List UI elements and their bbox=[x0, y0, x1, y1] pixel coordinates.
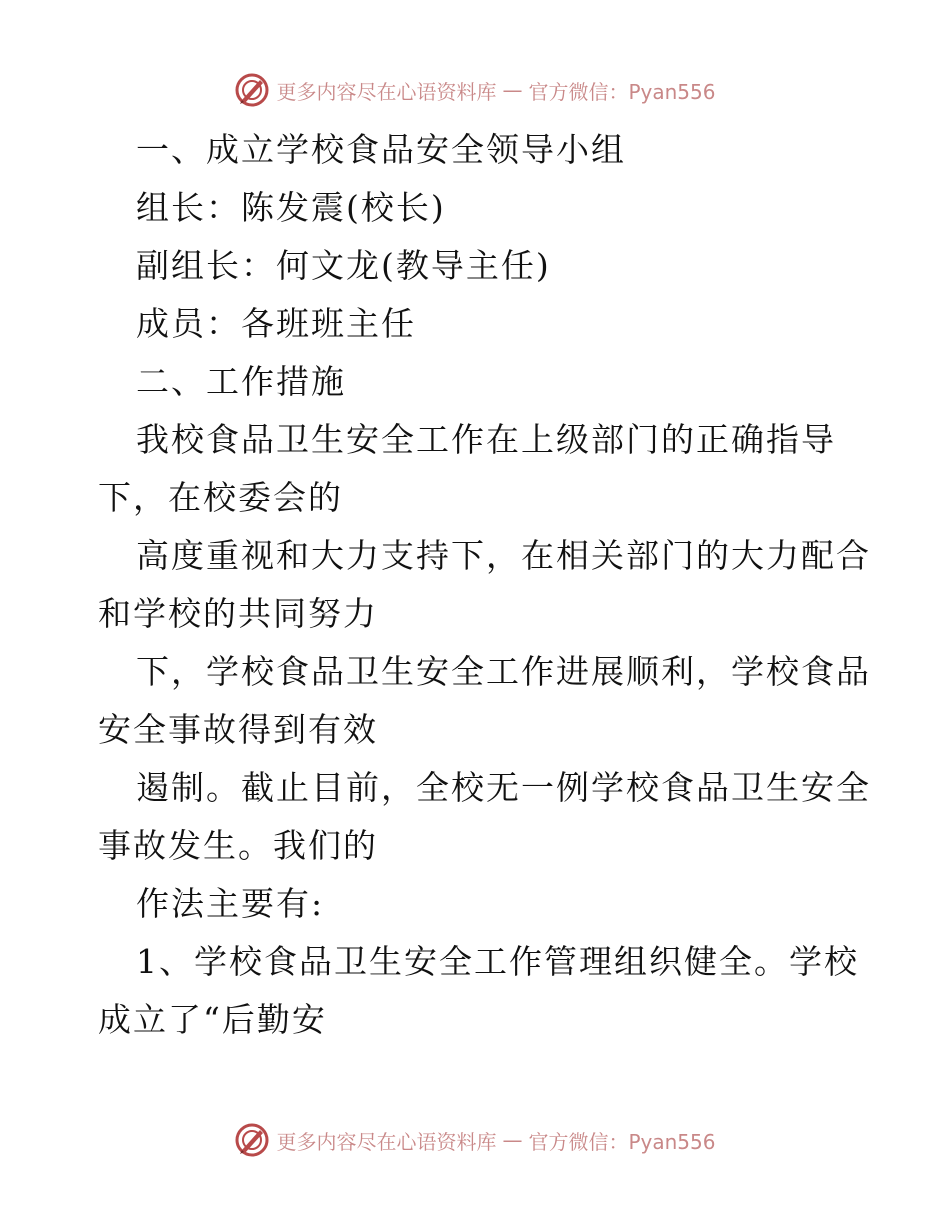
heading-2: 二、工作措施 bbox=[136, 362, 346, 401]
text-line: 和学校的共同努力 bbox=[98, 594, 378, 633]
text-line: 高度重视和大力支持下，在相关部门的大力配合 bbox=[136, 536, 871, 575]
text-line: 1、学校食品卫生安全工作管理组织健全。学校 bbox=[136, 942, 859, 981]
text-line: 安全事故得到有效 bbox=[98, 710, 378, 749]
banner-wechat: 官方微信：Pyan556 bbox=[528, 1129, 716, 1154]
banner-separator: — bbox=[502, 1128, 523, 1152]
heading-1: 一、成立学校食品安全领导小组 bbox=[136, 130, 626, 169]
text-line: 我校食品卫生安全工作在上级部门的正确指导 bbox=[136, 420, 836, 459]
banner-wechat: 官方微信：Pyan556 bbox=[528, 79, 716, 104]
text-line: 成立了“后勤安 bbox=[98, 1000, 327, 1039]
text-line: 组长：陈发震(校长) bbox=[136, 188, 446, 227]
banner-site-name: 更多内容尽在心语资料库 bbox=[276, 79, 497, 104]
header-banner bbox=[0, 68, 950, 112]
text-line: 下，在校委会的 bbox=[98, 478, 343, 517]
banner-separator: — bbox=[502, 78, 523, 102]
text-line: 遏制。截止目前，全校无一例学校食品卫生安全 bbox=[136, 768, 871, 807]
pen-logo-icon bbox=[234, 72, 270, 108]
banner-site-name: 更多内容尽在心语资料库 bbox=[276, 1129, 497, 1154]
pen-logo-icon bbox=[234, 1122, 270, 1158]
text-line: 下，学校食品卫生安全工作进展顺利，学校食品 bbox=[136, 652, 871, 691]
text-line: 事故发生。我们的 bbox=[98, 826, 378, 865]
footer-banner bbox=[0, 1118, 950, 1162]
text-line: 副组长：何文龙(教导主任) bbox=[136, 246, 551, 285]
text-line: 成员：各班班主任 bbox=[136, 304, 416, 343]
text-line: 作法主要有: bbox=[136, 884, 325, 923]
